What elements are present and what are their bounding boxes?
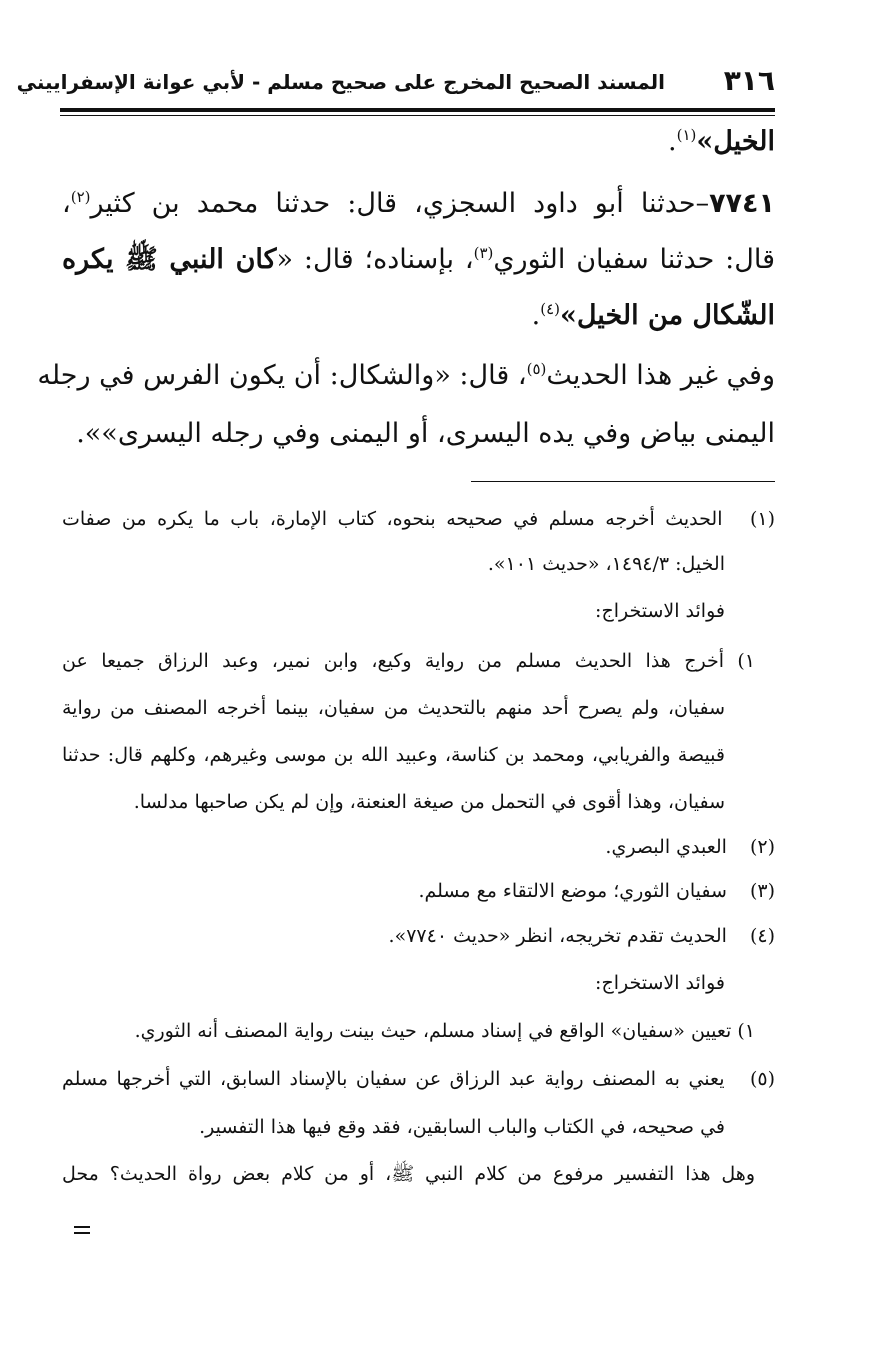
footnote-text: الخيل: ١٤٩٤/٣، «حديث ١٠١».: [487, 553, 725, 575]
footnote-text: سفيان، وهذا أقوى في التحمل من صيغة العنعنة، وإن لم يكن صاحبها مدلسا.: [133, 791, 725, 813]
footnote-2: [62, 836, 775, 859]
footnote-1-para-line-1: [62, 650, 775, 673]
footnote-text: وهل هذا التفسير مرفوع من كلام النبي ﷺ، أو من كلام بعض رواة الحديث؟ محل: [62, 1163, 755, 1185]
footnote-5-line-2: [62, 1116, 775, 1139]
main-line-3: [62, 244, 775, 276]
footnote-text: يعني به المصنف رواية عبد الرزاق عن سفيان بالإسناد السابق، التي أخرجها مسلم: [62, 1068, 725, 1090]
footnote-text: العبدي البصري.: [605, 836, 727, 858]
footnote-text: سفيان الثوري؛ موضع الالتقاء مع مسلم.: [418, 880, 727, 902]
continuation-mark: [74, 1226, 90, 1234]
footnote-ref: (٢): [70, 188, 91, 206]
main-line-6: [62, 418, 775, 450]
page-header: [16, 60, 775, 110]
footnote-4-para: [62, 1020, 775, 1043]
footnote-1-para-line-3: [62, 744, 775, 767]
footnote-text: ١) تعيين «سفيان» الواقع في إسناد مسلم، حيث بينت رواية المصنف أنه الثوري.: [134, 1020, 755, 1042]
main-line-4: [62, 300, 775, 332]
main-text: اليمنى بياض وفي يده اليسرى، أو اليمنى وفي رجله اليسرى»».: [76, 418, 775, 449]
punctuation: ،: [62, 188, 71, 219]
punctuation: .: [531, 300, 541, 331]
footnote-4-heading: [62, 972, 775, 995]
footnote-1-para-line-2: [62, 697, 775, 720]
footnote-text: ١) أخرج هذا الحديث مسلم من رواية وكيع، وابن نمير، وعبد الرزاق جميعا عن: [62, 650, 755, 672]
footnote-text: الحديث أخرجه مسلم في صحيحه بنحوه، كتاب الإمارة، باب ما يكره من صفات: [62, 508, 723, 530]
main-bold-text: كان النبي ﷺ يكره: [62, 244, 277, 275]
footnote-number: (٥): [749, 1068, 775, 1090]
footnote-1-line-1: [62, 508, 775, 531]
footnote-1-heading: [62, 600, 775, 623]
main-line-2: [62, 188, 775, 220]
footnote-5-line-1: [62, 1068, 775, 1091]
footnote-1-para-line-4: [62, 791, 775, 814]
main-text: ، بإسناده؛ قال: «: [276, 244, 474, 275]
footnote-ref: (٥): [526, 360, 547, 378]
main-text: –حدثنا أبو داود السجزي، قال: حدثنا محمد بن كثير: [90, 188, 710, 219]
footnote-ref: (١): [676, 126, 697, 144]
punctuation: .: [667, 126, 677, 157]
footnote-5-line-3: [62, 1163, 775, 1186]
footnote-ref: (٣): [473, 244, 494, 262]
footnote-3: [62, 880, 775, 903]
page-number: ٣١٦: [723, 64, 775, 97]
footnote-number: (١): [749, 508, 775, 530]
main-line-5: [37, 360, 775, 392]
footnote-number: (٢): [749, 836, 775, 858]
footnote-number: (٤): [749, 925, 775, 947]
main-text: قال: حدثنا سفيان الثوري: [493, 244, 775, 275]
footnote-text: سفيان، ولم يصرح أحد منهم بالتحديث من سفيان، بينما أخرجه المصنف من رواية: [62, 697, 725, 719]
main-bold-text: الخيل»: [696, 126, 775, 157]
running-title: المسند الصحيح المخرج على صحيح مسلم - لأبي عوانة الإسفراييني: [16, 70, 665, 94]
footnote-text: في صحيحه، في الكتاب والباب السابقين، فقد وقع فيها هذا التفسير.: [199, 1116, 725, 1138]
footnote-number: (٣): [749, 880, 775, 902]
footnote-1-line-2: [62, 553, 775, 576]
main-text: وفي غير هذا الحديث: [546, 360, 775, 391]
footnote-ref: (٤): [540, 300, 560, 318]
footnote-heading: فوائد الاستخراج:: [595, 972, 725, 994]
footnote-text: قبيصة والفريابي، ومحمد بن كناسة، وعبيد الله بن موسى وغيرهم، وكلهم قال: حدثنا: [62, 744, 725, 766]
header-rule: [60, 108, 775, 112]
footnote-separator: [471, 481, 775, 482]
footnote-text: الحديث تقدم تخريجه، انظر «حديث ٧٧٤٠».: [388, 925, 727, 947]
main-text: ، قال: «والشكال: أن يكون الفرس في رجله: [37, 360, 527, 391]
footnote-heading: فوائد الاستخراج:: [595, 600, 725, 622]
footnote-4: [62, 925, 775, 948]
hadith-number: ٧٧٤١: [709, 188, 775, 219]
main-bold-text: الشّكال من الخيل»: [559, 300, 775, 331]
main-line-1: [62, 126, 775, 158]
header-rule-thin: [60, 115, 775, 116]
